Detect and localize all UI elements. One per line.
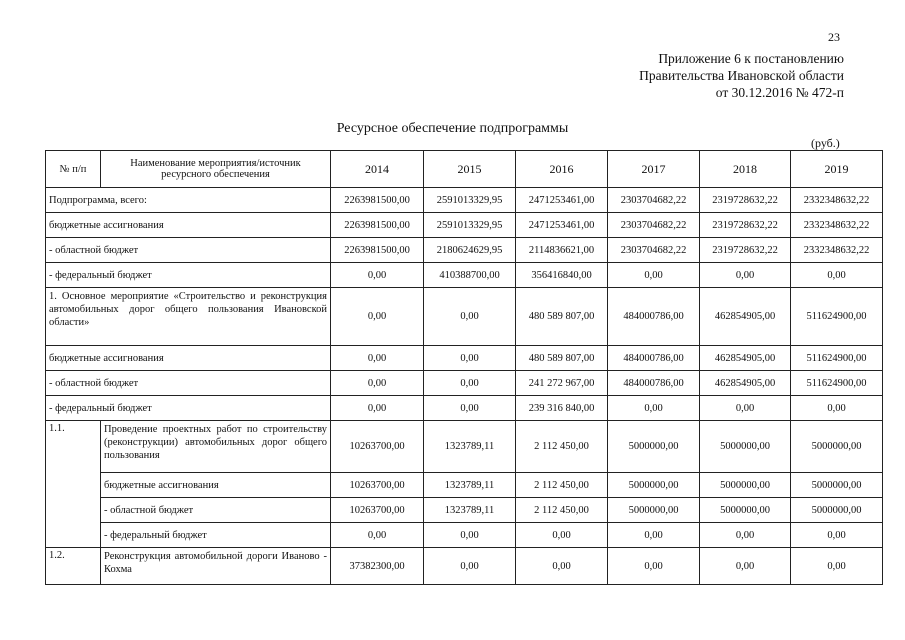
cell-value: 0,00 (331, 288, 424, 346)
cell-value: 2319728632,22 (700, 238, 791, 263)
cell-value: 0,00 (424, 523, 516, 548)
cell-value: 2332348632,22 (791, 213, 883, 238)
cell-value: 0,00 (516, 548, 608, 585)
cell-value: 5000000,00 (700, 473, 791, 498)
cell-value: 0,00 (608, 548, 700, 585)
cell-value: 1323789,11 (424, 498, 516, 523)
cell-value: 10263700,00 (331, 498, 424, 523)
cell-value: 2263981500,00 (331, 188, 424, 213)
cell-value: 0,00 (424, 371, 516, 396)
header-year: 2016 (516, 151, 608, 188)
cell-value: 0,00 (516, 523, 608, 548)
header-year: 2018 (700, 151, 791, 188)
cell-value: 462854905,00 (700, 346, 791, 371)
row-name: 1. Основное мероприятие «Строительство и реконструкция автомобильных дорог общего пользования Ивановской области» (46, 288, 331, 346)
table-row (46, 473, 883, 498)
row-name: бюджетные ассигнования (101, 473, 331, 498)
appendix-header (639, 50, 844, 101)
cell-value: 0,00 (331, 396, 424, 421)
cell-value: 0,00 (424, 548, 516, 585)
cell-value: 2 112 450,00 (516, 473, 608, 498)
cell-value: 2591013329,95 (424, 213, 516, 238)
header-year: 2015 (424, 151, 516, 188)
cell-value: 484000786,00 (608, 288, 700, 346)
cell-value: 511624900,00 (791, 288, 883, 346)
table-row (46, 396, 883, 421)
cell-value: 2263981500,00 (331, 238, 424, 263)
cell-value: 5000000,00 (791, 421, 883, 473)
cell-value: 0,00 (424, 396, 516, 421)
table-row (46, 371, 883, 396)
cell-value: 5000000,00 (791, 473, 883, 498)
cell-value: 410388700,00 (424, 263, 516, 288)
header-num: № п/п (46, 151, 101, 188)
cell-value: 0,00 (424, 346, 516, 371)
row-name: бюджетные ассигнования (46, 213, 331, 238)
cell-value: 484000786,00 (608, 371, 700, 396)
cell-value: 0,00 (791, 263, 883, 288)
cell-value: 0,00 (331, 523, 424, 548)
table-row (46, 523, 883, 548)
cell-value: 484000786,00 (608, 346, 700, 371)
cell-value: 0,00 (424, 288, 516, 346)
row-name: - областной бюджет (46, 371, 331, 396)
row-name: Проведение проектных работ по строительству (реконструкции) автомобильных дорог общего пользования (101, 421, 331, 473)
cell-value: 5000000,00 (700, 421, 791, 473)
resource-table (45, 150, 883, 585)
row-name: - федеральный бюджет (46, 263, 331, 288)
cell-value: 2591013329,95 (424, 188, 516, 213)
table-row (46, 548, 883, 585)
cell-value: 0,00 (608, 263, 700, 288)
cell-value: 0,00 (791, 548, 883, 585)
cell-value: 5000000,00 (608, 473, 700, 498)
cell-value: 2303704682,22 (608, 188, 700, 213)
table-header-row (46, 151, 883, 188)
cell-value: 2332348632,22 (791, 238, 883, 263)
header-name: Наименование мероприятия/источник ресурсного обеспечения (101, 151, 331, 188)
cell-value: 2 112 450,00 (516, 498, 608, 523)
cell-value: 2332348632,22 (791, 188, 883, 213)
cell-value: 2471253461,00 (516, 188, 608, 213)
cell-value: 2303704682,22 (608, 213, 700, 238)
cell-value: 0,00 (700, 523, 791, 548)
cell-value: 37382300,00 (331, 548, 424, 585)
cell-value: 0,00 (331, 371, 424, 396)
cell-value: 0,00 (791, 396, 883, 421)
cell-value: 0,00 (608, 396, 700, 421)
appendix-line-3: от 30.12.2016 № 472-п (715, 85, 844, 100)
cell-value: 480 589 807,00 (516, 288, 608, 346)
header-year: 2017 (608, 151, 700, 188)
document-title: Ресурсное обеспечение подпрограммы (336, 121, 569, 136)
row-name: бюджетные ассигнования (46, 346, 331, 371)
row-name: - федеральный бюджет (101, 523, 331, 548)
cell-value: 0,00 (331, 263, 424, 288)
cell-value: 5000000,00 (700, 498, 791, 523)
cell-value: 462854905,00 (700, 371, 791, 396)
page-number: 23 (828, 30, 840, 44)
units-label: (руб.) (811, 136, 840, 150)
cell-value: 0,00 (700, 396, 791, 421)
cell-value: 2114836621,00 (516, 238, 608, 263)
row-name: - федеральный бюджет (46, 396, 331, 421)
cell-value: 0,00 (608, 523, 700, 548)
table-row (46, 238, 883, 263)
cell-value: 2319728632,22 (700, 188, 791, 213)
cell-value: 511624900,00 (791, 371, 883, 396)
table-row (46, 421, 883, 473)
cell-value: 0,00 (791, 523, 883, 548)
cell-value: 2471253461,00 (516, 213, 608, 238)
cell-value: 5000000,00 (608, 421, 700, 473)
cell-value: 10263700,00 (331, 421, 424, 473)
cell-value: 2303704682,22 (608, 238, 700, 263)
cell-value: 2263981500,00 (331, 213, 424, 238)
table-row (46, 346, 883, 371)
cell-value: 2180624629,95 (424, 238, 516, 263)
table-row (46, 263, 883, 288)
row-name: - областной бюджет (46, 238, 331, 263)
cell-value: 1323789,11 (424, 421, 516, 473)
row-number: 1.1. (46, 421, 101, 548)
header-year: 2014 (331, 151, 424, 188)
cell-value: 2 112 450,00 (516, 421, 608, 473)
cell-value: 2319728632,22 (700, 213, 791, 238)
cell-value: 480 589 807,00 (516, 346, 608, 371)
cell-value: 0,00 (700, 263, 791, 288)
table-row (46, 498, 883, 523)
table-row (46, 188, 883, 213)
table-row (46, 288, 883, 346)
row-name: Реконструкция автомобильной дороги Иваново - Кохма (101, 548, 331, 585)
row-number: 1.2. (46, 548, 101, 585)
row-name: Подпрограмма, всего: (46, 188, 331, 213)
cell-value: 10263700,00 (331, 473, 424, 498)
cell-value: 511624900,00 (791, 346, 883, 371)
cell-value: 5000000,00 (791, 498, 883, 523)
table-row (46, 213, 883, 238)
row-name: - областной бюджет (101, 498, 331, 523)
cell-value: 1323789,11 (424, 473, 516, 498)
cell-value: 0,00 (700, 548, 791, 585)
cell-value: 0,00 (331, 346, 424, 371)
cell-value: 462854905,00 (700, 288, 791, 346)
cell-value: 241 272 967,00 (516, 371, 608, 396)
header-year: 2019 (791, 151, 883, 188)
cell-value: 5000000,00 (608, 498, 700, 523)
appendix-line-1: Приложение 6 к постановлению (658, 51, 844, 66)
cell-value: 239 316 840,00 (516, 396, 608, 421)
cell-value: 356416840,00 (516, 263, 608, 288)
appendix-line-2: Правительства Ивановской области (639, 68, 844, 83)
